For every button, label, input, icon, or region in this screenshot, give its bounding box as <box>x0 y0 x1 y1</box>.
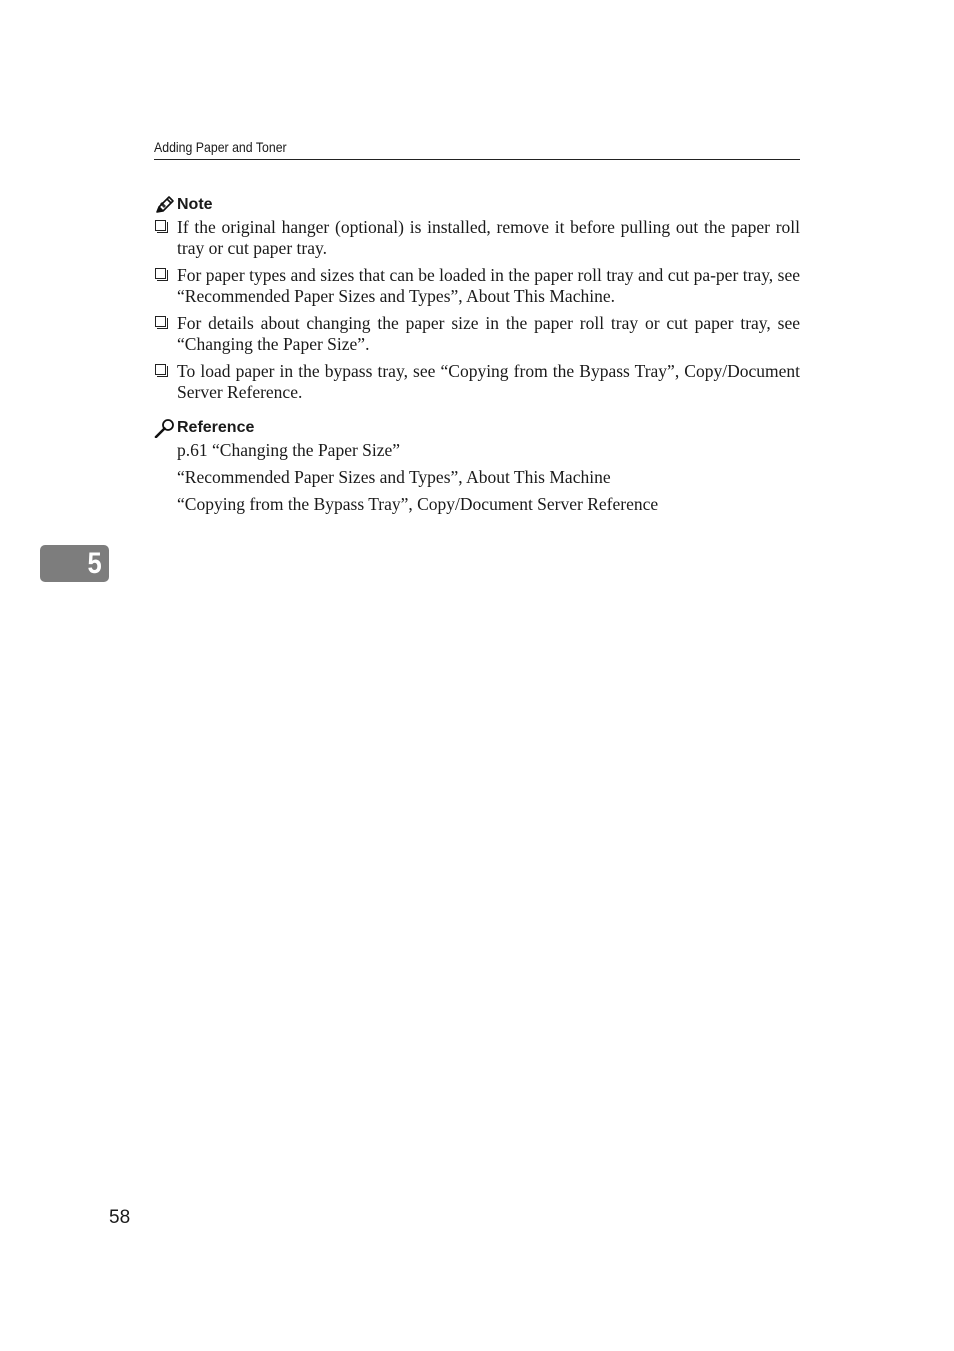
reference-link-changing-paper-size[interactable]: p.61 “Changing the Paper Size” <box>177 440 401 460</box>
chapter-tab <box>40 545 109 582</box>
reference-list <box>177 440 800 515</box>
note-list <box>154 217 800 402</box>
note-item-text: If the original hanger (optional) is installed, remove it before pulling out the paper roll tray or cut paper tray. <box>177 217 800 258</box>
note-item-text: For details about changing the paper size in the paper roll tray or cut paper tray, see “Changing the Paper Size”. <box>177 313 800 354</box>
reference-item: “Copying from the Bypass Tray”, Copy/Document Server Reference <box>177 494 659 514</box>
checkbox-bullet-icon <box>155 220 166 231</box>
checkbox-bullet-icon <box>155 268 166 279</box>
note-item <box>154 361 800 402</box>
note-heading-label: Note <box>177 196 213 213</box>
checkbox-bullet-icon <box>155 364 166 375</box>
note-heading <box>154 193 800 215</box>
note-item-text: For paper types and sizes that can be loaded in the paper roll tray and cut pa-per tray, see “Recommended Paper Sizes and Types”, About This Machine. <box>177 265 800 306</box>
reference-heading-label: Reference <box>177 419 255 436</box>
note-item <box>154 217 800 258</box>
page-content <box>154 193 800 521</box>
pencil-icon <box>154 195 177 215</box>
note-item <box>154 313 800 354</box>
note-section <box>154 193 800 402</box>
chapter-number: 5 <box>87 547 102 580</box>
note-item-text: To load paper in the bypass tray, see “Copying from the Bypass Tray”, Copy/Document Server Reference. <box>177 361 800 402</box>
checkbox-bullet-icon <box>155 316 166 327</box>
running-header <box>154 138 800 160</box>
reference-item: “Recommended Paper Sizes and Types”, About This Machine <box>177 467 611 487</box>
reference-heading <box>154 416 800 438</box>
magnifier-icon <box>154 418 177 438</box>
page-number: 58 <box>109 1207 131 1228</box>
reference-section <box>154 416 800 515</box>
note-item <box>154 265 800 306</box>
running-header-title: Adding Paper and Toner <box>154 139 287 155</box>
